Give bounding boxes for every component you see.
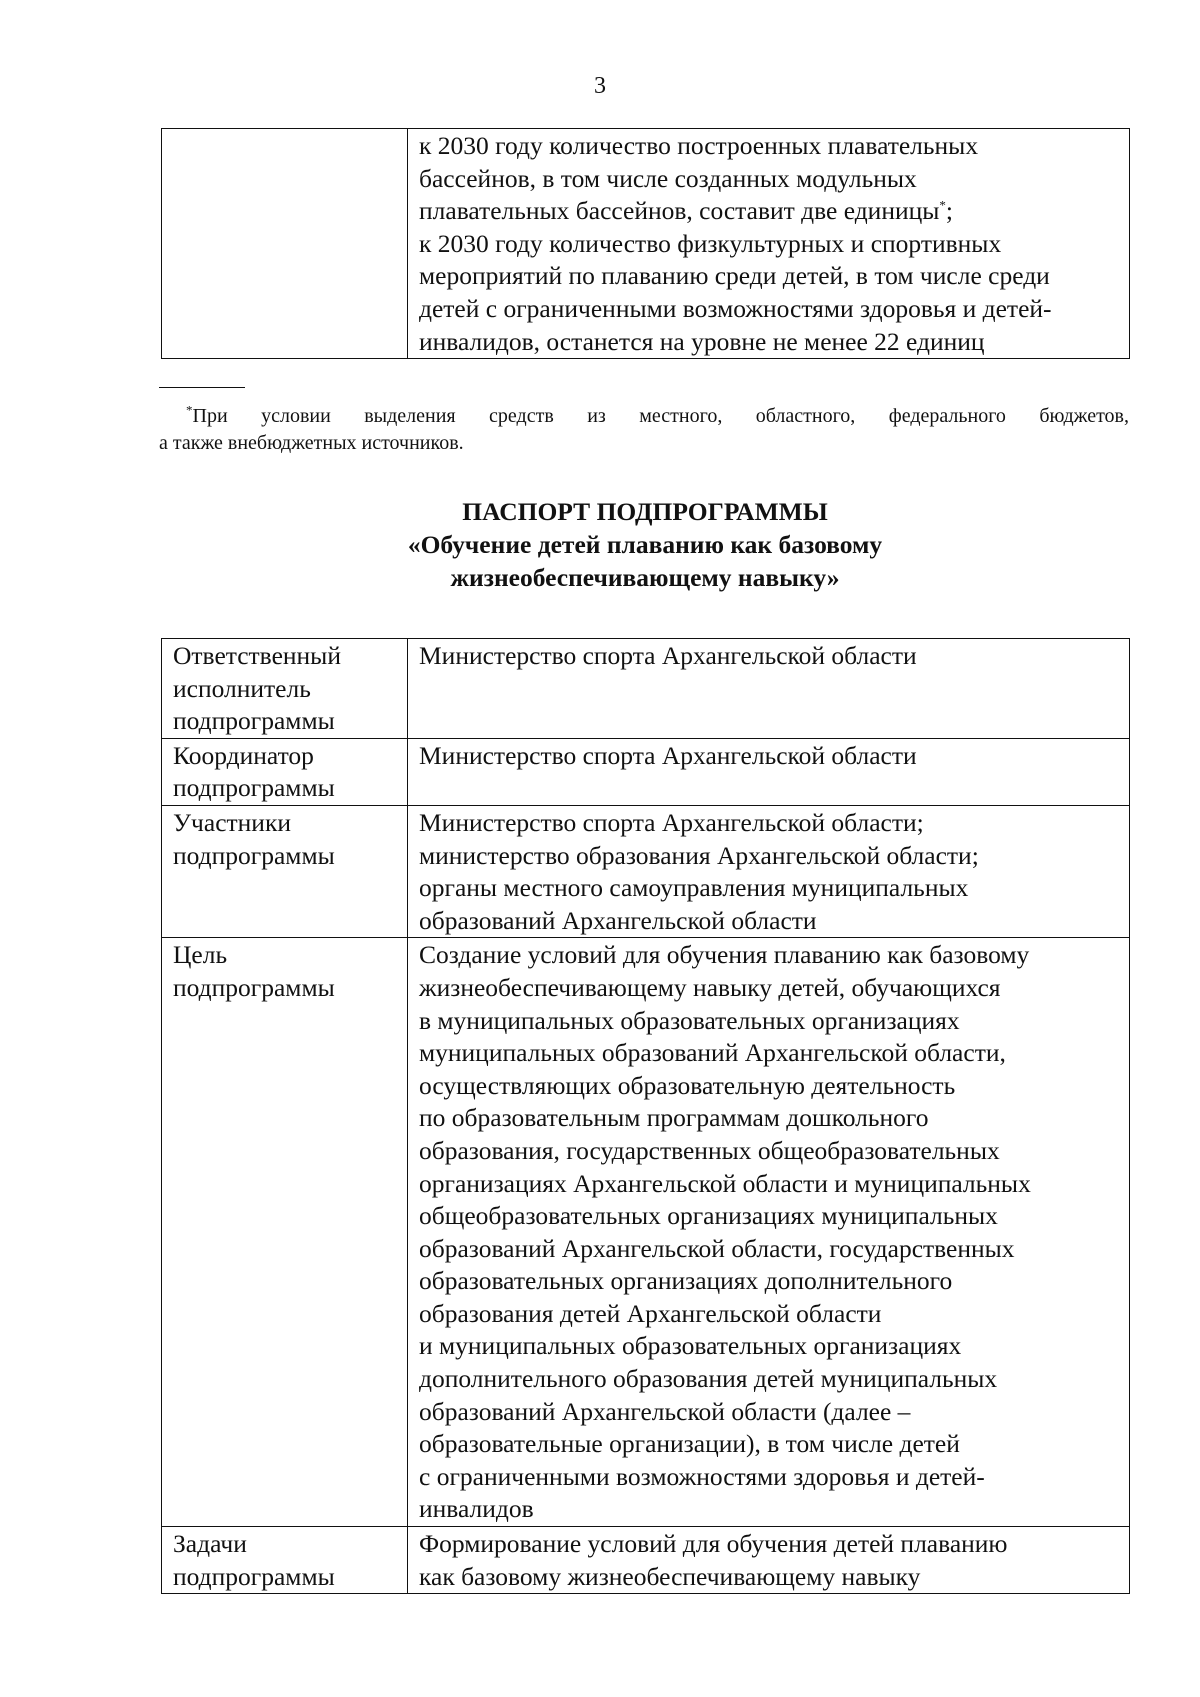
- value-line: образовательных организациях дополнительного: [419, 1266, 953, 1296]
- section-heading: [0, 495, 1200, 594]
- value-line: образования детей Архангельской области: [419, 1298, 882, 1328]
- row-value: [408, 639, 1130, 739]
- cell-line-text: плавательных бассейнов, составит две единицы: [419, 196, 940, 226]
- value-line: осуществляющих образовательную деятельность: [419, 1070, 956, 1100]
- row-label: [162, 938, 408, 1527]
- footnote-text: При условии выделения средств из местного, областного, федерального бюджетов,: [192, 405, 1129, 427]
- value-line: органы местного самоуправления муниципальных: [419, 873, 969, 903]
- row-value: [408, 738, 1130, 805]
- label-line: подпрограммы: [173, 840, 335, 870]
- value-line: образований Архангельской области (далее –: [419, 1396, 911, 1426]
- row-value: [408, 1527, 1130, 1594]
- value-line: министерство образования Архангельской области;: [419, 840, 979, 870]
- label-line: исполнитель: [173, 673, 311, 703]
- value-line: общеобразовательных организациях муниципальных: [419, 1201, 998, 1231]
- label-line: Задачи: [173, 1529, 247, 1559]
- footnote-mark: *: [939, 197, 946, 213]
- cell-line: к 2030 году количество построенных плавательных: [419, 131, 979, 160]
- footnote-mark: *: [186, 402, 193, 418]
- footnote: [159, 403, 1129, 457]
- row-label: [162, 805, 408, 937]
- value-line: и муниципальных образовательных организациях: [419, 1331, 962, 1361]
- value-line: по образовательным программам дошкольного: [419, 1103, 929, 1133]
- table-row: [162, 805, 1130, 937]
- heading-subtitle-line: жизнеобеспечивающему навыку»: [450, 563, 840, 592]
- value-line: Создание условий для обучения плаванию как базовому: [419, 940, 1030, 970]
- value-line: инвалидов: [419, 1494, 534, 1524]
- row-label: [162, 1527, 408, 1594]
- heading-title: ПАСПОРТ ПОДПРОГРАММЫ: [462, 497, 828, 526]
- cell-line: детей с ограниченными возможностями здоровья и детей-: [419, 293, 1052, 323]
- label-line: Цель: [173, 940, 228, 970]
- table-row: [162, 1527, 1130, 1594]
- label-line: подпрограммы: [173, 706, 335, 736]
- label-line: подпрограммы: [173, 1561, 335, 1591]
- punctuation: ;: [945, 196, 953, 226]
- row-label: [162, 738, 408, 805]
- continued-table: [161, 128, 1130, 359]
- footnote-separator: [159, 387, 245, 388]
- value-line: организациях Архангельской области и муниципальных: [419, 1168, 1031, 1198]
- row-value: [408, 938, 1130, 1527]
- passport-table: [161, 638, 1130, 1594]
- cell-line: инвалидов, останется на уровне не менее 22 единиц: [419, 326, 985, 356]
- value-line: жизнеобеспечивающему навыку детей, обучающихся: [419, 972, 1001, 1002]
- footnote-line: а также внебюджетных источников.: [159, 432, 464, 454]
- table-row: [162, 738, 1130, 805]
- value-line: как базовому жизнеобеспечивающему навыку: [419, 1561, 921, 1591]
- value-line: образований Архангельской области: [419, 905, 817, 935]
- row-label: [162, 639, 408, 739]
- cell-line: бассейнов, в том числе созданных модульных: [419, 163, 917, 193]
- value-line: образования, государственных общеобразовательных: [419, 1135, 1000, 1165]
- label-line: подпрограммы: [173, 972, 335, 1002]
- footnote-line: [159, 403, 1129, 430]
- table-row: [162, 129, 1130, 359]
- value-line: Министерство спорта Архангельской области;: [419, 807, 924, 837]
- value-line: с ограниченными возможностями здоровья и детей-: [419, 1461, 985, 1491]
- value-line: Министерство спорта Архангельской области: [419, 641, 917, 670]
- heading-subtitle-line: «Обучение детей плаванию как базовому: [407, 530, 883, 559]
- label-line: Ответственный: [173, 641, 341, 670]
- value-line: дополнительного образования детей муниципальных: [419, 1364, 998, 1394]
- label-line: подпрограммы: [173, 773, 335, 803]
- label-line: Координатор: [173, 740, 314, 770]
- empty-cell: [162, 129, 408, 359]
- cell-line: [419, 195, 1121, 228]
- label-line: Участники: [173, 807, 291, 837]
- value-line: в муниципальных образовательных организациях: [419, 1005, 960, 1035]
- value-line: Министерство спорта Архангельской области: [419, 740, 917, 770]
- value-line: муниципальных образований Архангельской области,: [419, 1038, 1006, 1068]
- cell-line: мероприятий по плаванию среди детей, в том числе среди: [419, 261, 1050, 291]
- cell-line: к 2030 году количество физкультурных и спортивных: [419, 228, 1002, 258]
- row-value: [408, 805, 1130, 937]
- table-row: [162, 938, 1130, 1527]
- value-line: Формирование условий для обучения детей плаванию: [419, 1529, 1008, 1559]
- page-number: 3: [594, 73, 606, 99]
- targets-cell: [408, 129, 1130, 359]
- value-line: образований Архангельской области, государственных: [419, 1233, 1015, 1263]
- table-row: [162, 639, 1130, 739]
- value-line: образовательные организации), в том числе детей: [419, 1429, 960, 1459]
